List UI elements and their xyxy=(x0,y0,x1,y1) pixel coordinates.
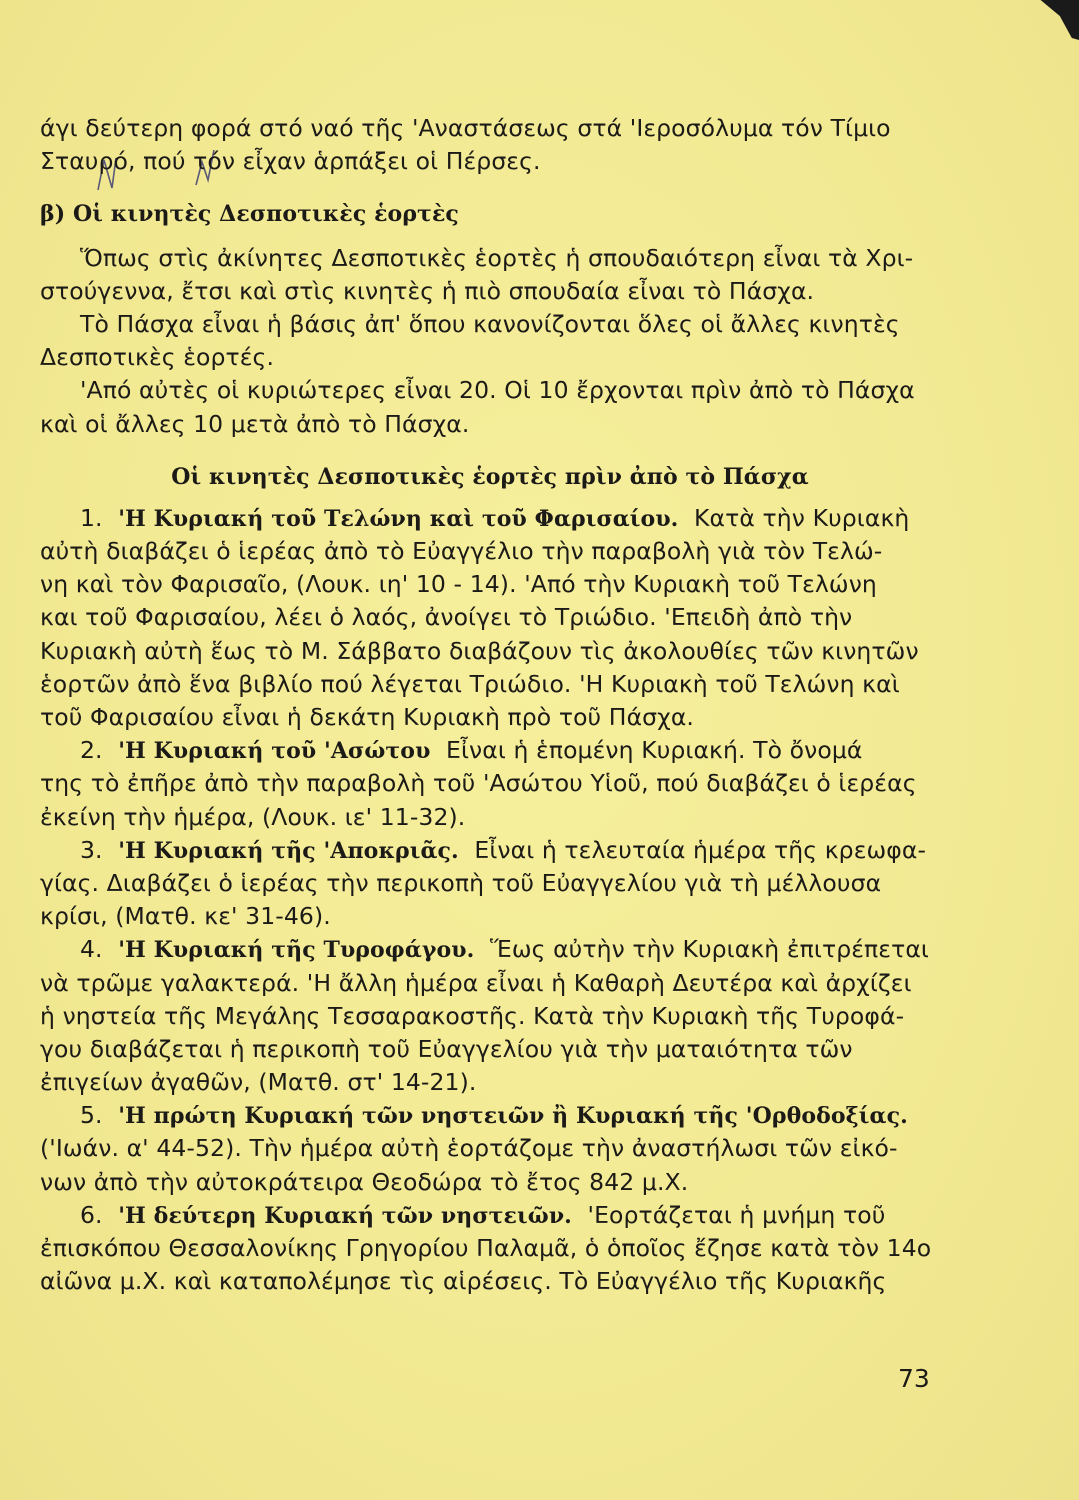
paragraph-line: Τὸ Πάσχα εἶναι ἡ βάσις ἀπ' ὅπου κανονίζονται ὅλες οἱ ἄλλες κινητὲς xyxy=(80,309,900,338)
item-line: νων ἀπὸ τὴν αὐτοκράτειρα Θεοδώρα τὸ ἔτος 842 μ.Χ. xyxy=(40,1167,689,1196)
item-number: 2. xyxy=(80,736,103,765)
item-line: της τὸ ἐπῆρε ἀπὸ τὴν παραβολὴ τοῦ 'Ασώτου Υἱοῦ, πού διαβάζει ὁ ἱερέας xyxy=(40,769,917,798)
list-item-heading xyxy=(40,933,940,966)
item-title: 'Η Κυριακή τοῦ Τελώνη καὶ τοῦ Φαρισαίου. xyxy=(118,505,679,532)
paragraph-line: καὶ οἱ ἄλλες 10 μετὰ ἀπὸ τὸ Πάσχα. xyxy=(40,409,470,438)
item-title: 'Η Κυριακή τῆς 'Αποκριᾶς. xyxy=(118,837,459,864)
item-line: αἰῶνα μ.Χ. καὶ καταπολέμησε τὶς αἱρέσεις. Τὸ Εὐαγγέλιο τῆς Κυριακῆς xyxy=(40,1267,887,1296)
list-item-heading xyxy=(40,734,940,767)
item-number: 4. xyxy=(80,935,103,964)
list-item-heading xyxy=(40,502,940,535)
item-text: Εἶναι ἡ τελευταία ἡμέρα τῆς κρεωφα- xyxy=(474,835,927,864)
item-line: ἐκείνη τὴν ἡμέρα, (Λουκ. ιε' 11-32). xyxy=(40,802,466,831)
intro-line: άγι δεύτερη φορά στό ναό τῆς 'Αναστάσεως στά 'Ιεροσόλυμα τόν Τίμιο xyxy=(40,114,891,142)
list-item-heading xyxy=(40,1199,940,1232)
item-title: 'Η Κυριακή τοῦ 'Ασώτου xyxy=(118,738,431,765)
item-line: κρίσι, (Ματθ. κε' 31-46). xyxy=(40,902,331,931)
item-line: ἐπισκόπου Θεσσαλονίκης Γρηγορίου Παλαμᾶ, ὁ ὁποῖος ἔζησε κατὰ τὸν 14ο xyxy=(40,1234,932,1263)
body-text xyxy=(40,112,940,1298)
item-line: νη καὶ τὸν Φαρισαῖο, (Λουκ. ιη' 10 - 14). 'Από τὴν Κυριακὴ τοῦ Τελώνη xyxy=(40,570,877,599)
item-line: ἐπιγείων ἀγαθῶν, (Ματθ. στ' 14-21). xyxy=(40,1068,477,1097)
item-text: Εἶναι ἡ ἑπομένη Κυριακή. Τὸ ὄνομά xyxy=(446,736,863,765)
paragraph-line: 'Από αὐτὲς οἱ κυριώτερες εἶναι 20. Οἱ 10 ἔρχονται πρὶν ἀπὸ τὸ Πάσχα xyxy=(80,376,915,405)
item-line: και τοῦ Φαρισαίου, λέει ὁ λαός, ἀνοίγει τὸ Τριώδιο. 'Επειδὴ ἀπὸ τὴν xyxy=(40,603,853,632)
item-line: γίας. Διαβάζει ὁ ἱερέας τὴν περικοπὴ τοῦ Εὐαγγελίου γιὰ τὴ μέλλουσα xyxy=(40,868,882,897)
page-number: 73 xyxy=(898,1364,930,1393)
item-title: 'Η Κυριακή τῆς Τυροφάγου. xyxy=(118,937,475,964)
list-item-heading xyxy=(40,834,940,867)
item-text: 'Εορτάζεται ἡ μνήμη τοῦ xyxy=(587,1200,886,1229)
paragraph-line: στούγεννα, ἔτσι καὶ στὶς κινητὲς ἡ πιὸ σπουδαία εἶναι τὸ Πάσχα. xyxy=(40,276,815,305)
item-number: 3. xyxy=(80,835,103,864)
paragraph-line: Ὅπως στὶς ἀκίνητες Δεσποτικὲς ἑορτὲς ἡ σπουδαιότερη εἶναι τὰ Χρι- xyxy=(80,243,914,272)
item-line: νὰ τρῶμε γαλακτερά. 'Η ἄλλη ἡμέρα εἶναι ἡ Καθαρὴ Δευτέρα καὶ ἀρχίζει xyxy=(40,968,912,997)
list-item-heading xyxy=(40,1099,940,1132)
paragraph-line: Δεσποτικὲς ἑορτές. xyxy=(40,343,275,372)
item-text: Κατὰ τὴν Κυριακὴ xyxy=(694,503,910,532)
item-title: 'Η πρώτη Κυριακή τῶν νηστειῶν ἢ Κυριακή τῆς 'Ορθοδοξίας. xyxy=(118,1103,908,1130)
section-title: β) Οἱ κινητὲς Δεσποτικὲς ἑορτὲς xyxy=(40,201,459,228)
item-line: ἑορτῶν ἀπὸ ἕνα βιβλίο πού λέγεται Τριώδιο. 'Η Κυριακὴ τοῦ Τελώνη καὶ xyxy=(40,669,900,698)
item-text: Ἕως αὐτὴν τὴν Κυριακὴ ἐπιτρέπεται xyxy=(489,935,929,964)
item-line: ἡ νηστεία τῆς Μεγάλης Τεσσαρακοστῆς. Κατὰ τὴν Κυριακὴ τῆς Τυροφά- xyxy=(40,1001,905,1030)
item-line: γου διαβάζεται ἡ περικοπὴ τοῦ Εὐαγγελίου γιὰ τὴν ματαιότητα τῶν xyxy=(40,1034,853,1063)
item-line: τοῦ Φαρισαίου εἶναι ἡ δεκάτη Κυριακὴ πρὸ τοῦ Πάσχα. xyxy=(40,703,695,732)
item-line: αὐτὴ διαβάζει ὁ ἱερέας ἀπὸ τὸ Εὐαγγέλιο τὴν παραβολὴ γιὰ τὸν Τελώ- xyxy=(40,537,883,566)
item-line: ('Ιωάν. α' 44-52). Τὴν ἡμέρα αὐτὴ ἑορτάζομε τὴν ἀναστήλωσι τῶν εἰκό- xyxy=(40,1134,898,1163)
item-number: 5. xyxy=(80,1101,103,1130)
item-number: 1. xyxy=(80,503,103,532)
item-number: 6. xyxy=(80,1200,103,1229)
subheading: Οἱ κινητὲς Δεσποτικὲς ἑορτὲς πρὶν ἀπὸ τὸ Πάσχα xyxy=(171,463,809,490)
page-corner-shadow xyxy=(1031,0,1079,40)
item-line: Κυριακὴ αὐτὴ ἕως τὸ Μ. Σάββατο διαβάζουν τὶς ἀκολουθίες τῶν κινητῶν xyxy=(40,636,919,665)
intro-line: Σταυρό, πού τόν εἶχαν ἁρπάξει οἱ Πέρσες. xyxy=(40,147,541,176)
item-title: 'Η δεύτερη Κυριακή τῶν νηστειῶν. xyxy=(118,1202,572,1229)
